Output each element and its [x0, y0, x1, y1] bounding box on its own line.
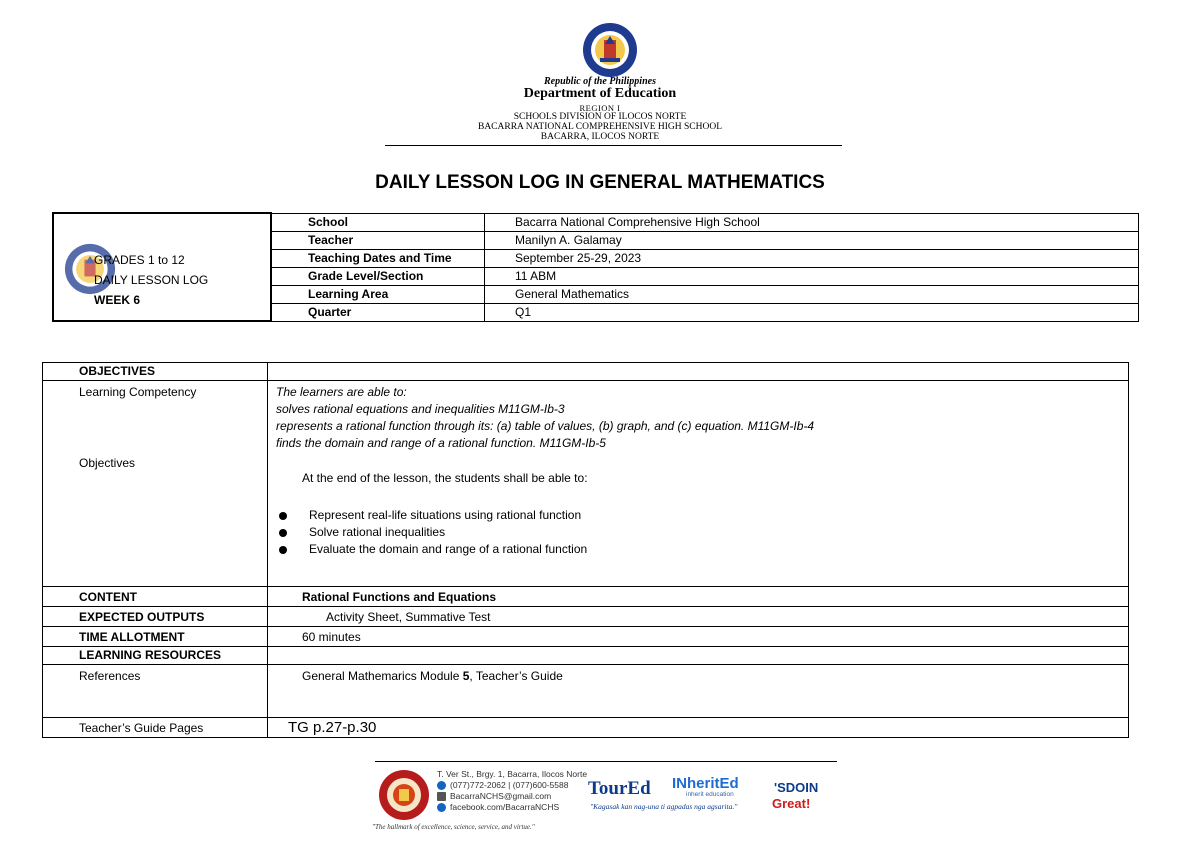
daily-lesson-log-label: DAILY LESSON LOG — [94, 273, 209, 287]
grades-label: GRADES 1 to 12 — [94, 253, 185, 267]
expected-outputs-label: EXPECTED OUTPUTS — [43, 607, 268, 627]
lesson-info-table — [52, 212, 1139, 322]
time-allotment-label: TIME ALLOTMENT — [43, 627, 268, 647]
footer-email[interactable]: BacarraNCHS@gmail.com — [437, 791, 551, 801]
footer-motto: "The hallmark of excellence, science, service, and virtue." — [372, 823, 535, 831]
phone-icon — [437, 781, 446, 790]
learning-competency-label: Learning Competency — [79, 385, 197, 399]
mail-icon — [437, 792, 446, 801]
competency-line: represents a rational function through its: (a) table of values, (b) graph, and (c) equation. M11GM-Ib-4 — [276, 419, 815, 433]
competency-line: solves rational equations and inequalities M11GM-Ib-3 — [276, 402, 565, 416]
document-title: DAILY LESSON LOG IN GENERAL MATHEMATICS — [375, 172, 825, 193]
learning-resources-label: LEARNING RESOURCES — [43, 647, 268, 665]
info-value-dates: September 25-29, 2023 — [485, 249, 1139, 267]
learning-resources-empty — [268, 647, 1129, 665]
objectives-header-empty — [268, 363, 1129, 381]
info-value-grade: 11 ABM — [485, 267, 1139, 285]
footer-phone: (077)772-2062 | (077)600-5588 — [437, 780, 568, 790]
week-label: WEEK 6 — [94, 293, 141, 307]
competency-line: finds the domain and range of a rational function. M11GM-Ib-5 — [276, 436, 606, 450]
header-divider — [385, 145, 842, 146]
inherited-subtitle: inherit education — [686, 791, 734, 798]
objectives-intro: At the end of the lesson, the students shall be able to: — [302, 471, 588, 485]
expected-outputs-value: Activity Sheet, Summative Test — [268, 607, 1129, 627]
header-address: BACARRA, ILOCOS NORTE — [540, 132, 660, 142]
header-region: REGION I — [579, 103, 621, 113]
footer-facebook[interactable]: facebook.com/BacarraNCHS — [437, 802, 559, 812]
references-label: References — [43, 665, 268, 718]
info-value-learning-area: General Mathematics — [485, 285, 1139, 303]
info-value-school: Bacarra National Comprehensive High School — [485, 213, 1139, 231]
objective-item: Solve rational inequalities — [276, 524, 1128, 541]
lesson-plan-table — [42, 362, 1129, 738]
objectives-header: OBJECTIVES — [43, 363, 268, 381]
content-label: CONTENT — [43, 587, 268, 607]
info-value-quarter: Q1 — [485, 303, 1139, 321]
references-value: General Mathemarics Module 5, Teacher’s Guide — [268, 665, 1129, 718]
school-seal-logo — [378, 769, 430, 821]
deped-seal-logo — [582, 22, 638, 78]
lesson-log-label-cell — [53, 213, 271, 321]
info-value-teacher: Manilyn A. Galamay — [485, 231, 1139, 249]
competency-label-cell — [43, 381, 268, 587]
facebook-icon — [437, 803, 446, 812]
objective-item: Represent real-life situations using rational function — [276, 507, 1128, 524]
deped-seal-icon — [64, 243, 116, 295]
bullet-icon — [279, 546, 287, 554]
footer-address: T. Ver St., Brgy. 1, Bacarra, Ilocos Norte — [437, 769, 588, 779]
tg-pages-label: Teacher’s Guide Pages — [43, 718, 268, 738]
competency-line: The learners are able to: — [276, 385, 407, 399]
objective-item: Evaluate the domain and range of a rational function — [276, 541, 1128, 558]
tg-pages-value: TG p.27-p.30 — [268, 718, 1129, 738]
objectives-label: Objectives — [79, 456, 136, 470]
competency-content-cell — [268, 381, 1129, 587]
brand-tagline: "Kagasak kan nag-una ti agpadas nga agsarita." — [590, 802, 738, 811]
info-label-teacher: Teacher — [271, 231, 485, 249]
info-label-dates: Teaching Dates and Time — [271, 249, 485, 267]
header-republic: Republic of the Philippines — [544, 76, 656, 87]
time-allotment-value: 60 minutes — [268, 627, 1129, 647]
bullet-icon — [279, 512, 287, 520]
inherited-logo: INheritEd — [672, 775, 739, 792]
bullet-icon — [279, 529, 287, 537]
header-school: BACARRA NATIONAL COMPREHENSIVE HIGH SCHOOL — [477, 122, 723, 132]
header-division: SCHOOLS DIVISION OF ILOCOS NORTE — [513, 112, 687, 122]
info-label-school: School — [271, 213, 485, 231]
sdoin-logo: 'SDOIN — [774, 780, 819, 795]
info-label-grade: Grade Level/Section — [271, 267, 485, 285]
content-value: Rational Functions and Equations — [268, 587, 1129, 607]
sdoin-great-logo: Great! — [772, 796, 811, 811]
header-department: Department of Education — [523, 86, 677, 101]
info-label-learning-area: Learning Area — [271, 285, 485, 303]
info-label-quarter: Quarter — [271, 303, 485, 321]
toured-logo: TourEd — [588, 778, 651, 799]
footer-divider — [375, 761, 837, 762]
